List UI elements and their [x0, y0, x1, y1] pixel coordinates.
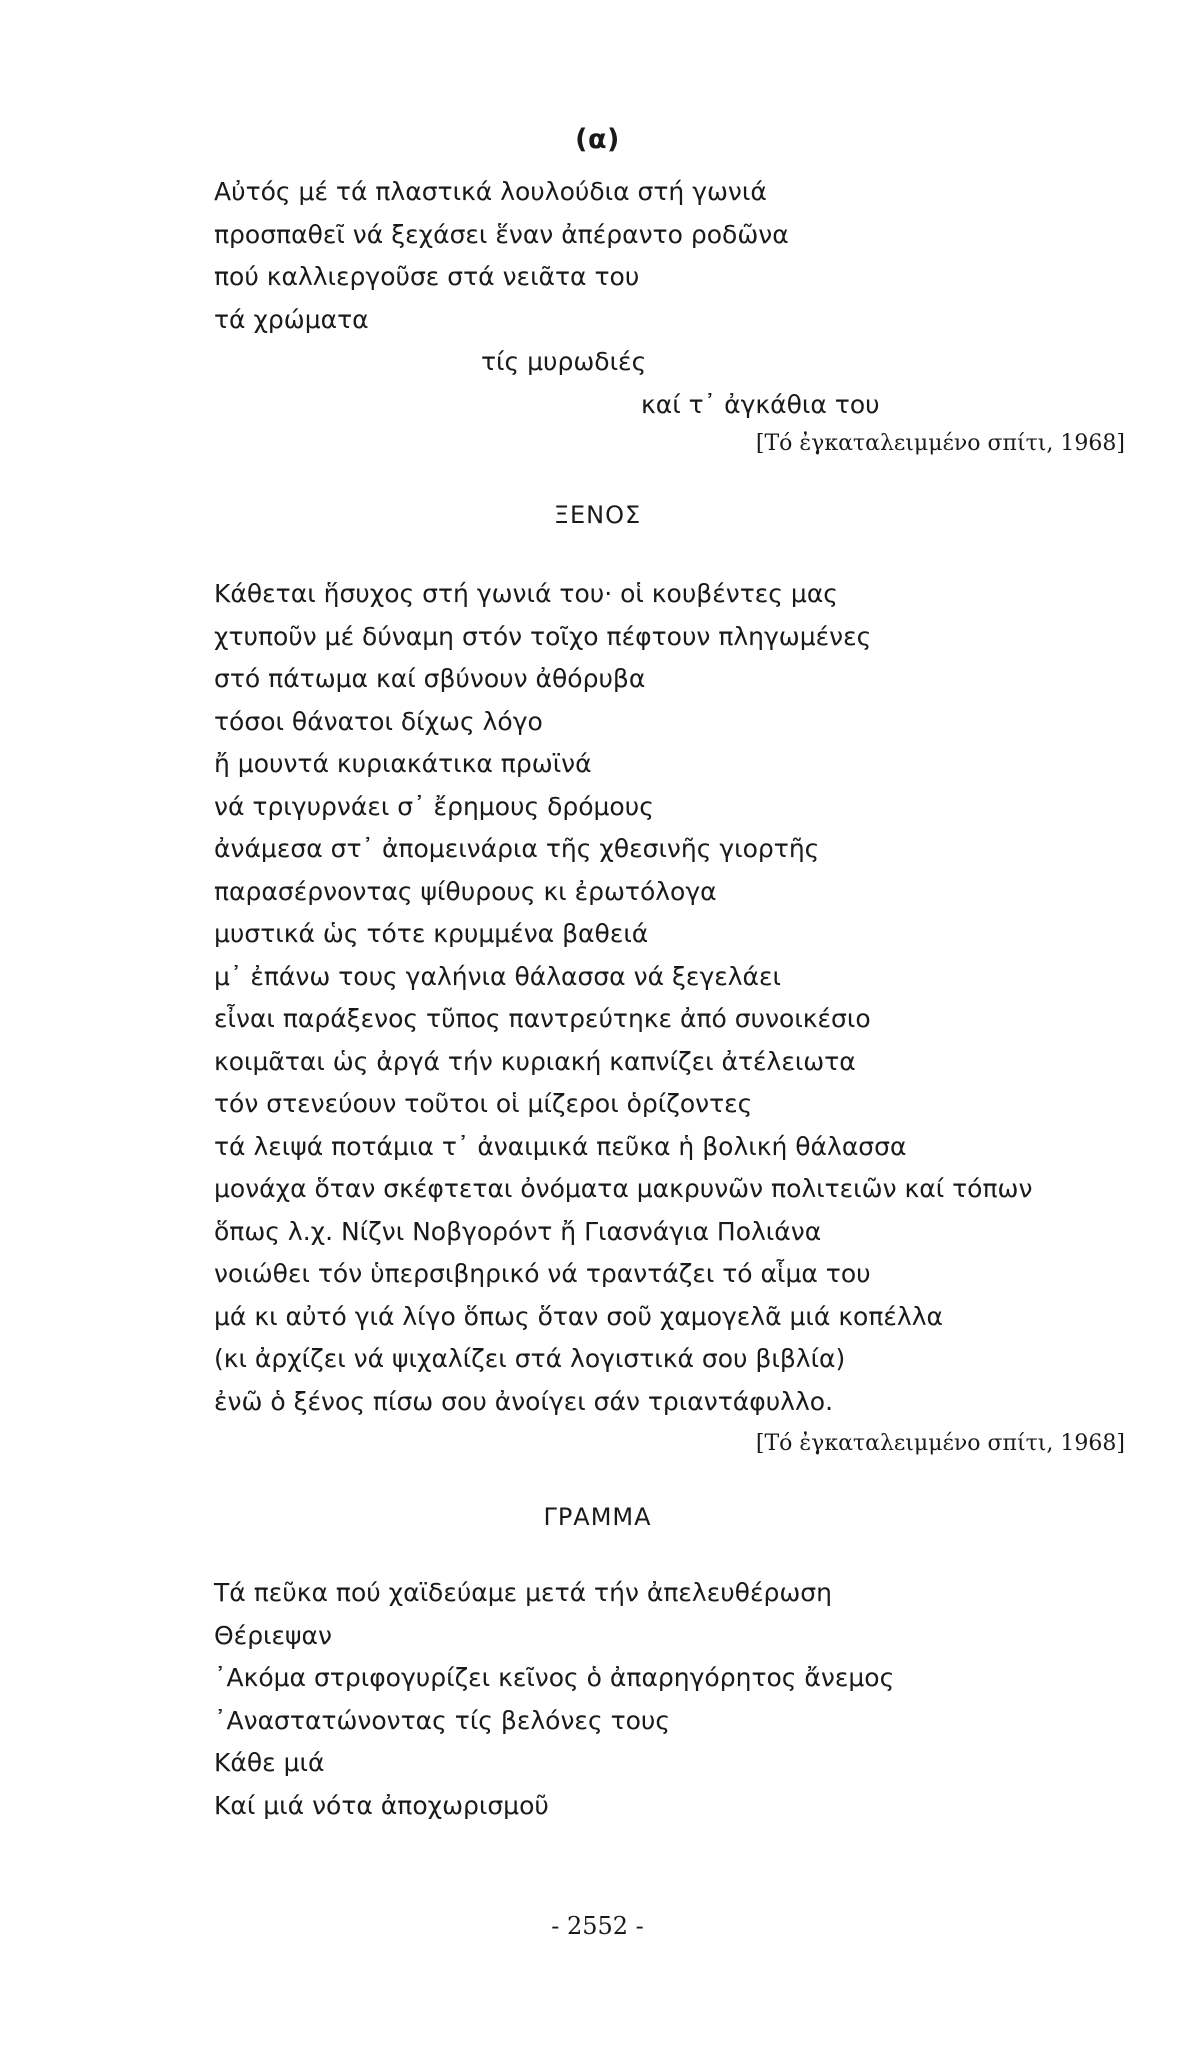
poem-line: τά χρώματα	[214, 304, 369, 334]
poem-line: ἀνάμεσα στ᾽ ἀπομεινάρια τῆς χθεσινῆς γιορτῆς	[214, 834, 820, 863]
poem-xenos	[214, 573, 1134, 1423]
poem-title-xenos: ΞΕΝΟΣ	[553, 501, 642, 529]
poem-line: στό πάτωμα καί σβύνουν ἀθόρυβα	[214, 664, 646, 693]
poem-line: προσπαθεῖ νά ξεχάσει ἕναν ἀπέραντο ροδῶνα	[214, 219, 789, 249]
poem-line: εἶναι παράξενος τῦπος παντρεύτηκε ἀπό συνοικέσιο	[214, 1004, 871, 1033]
source-citation: [Τό ἐγκαταλειμμένο σπίτι, 1968]	[755, 1431, 1125, 1456]
poem-line: χτυποῦν μέ δύναμη στόν τοῖχο πέφτουν πληγωμένες	[214, 621, 872, 651]
poem-line: καί τ᾽ ἀγκάθια του	[641, 389, 880, 419]
poem-line: νοιώθει τόν ὑπερσιβηρικό νά τραντάζει τό αἷμα του	[214, 1259, 871, 1288]
section-marker: (α)	[575, 124, 620, 155]
poem-line: πού καλλιεργοῦσε στά νειᾶτα του	[214, 262, 640, 291]
poem-line: κοιμᾶται ὡς ἀργά τήν κυριακή καπνίζει ἀτέλειωτα	[214, 1046, 856, 1076]
poem-line: Αὐτός μέ τά πλαστικά λουλούδια στή γωνιά	[214, 177, 767, 206]
poem-line: ᾿Ακόμα στριφογυρίζει κεῖνος ὁ ἀπαρηγόρητος ἄνεμος	[214, 1663, 895, 1692]
poem-line: τόσοι θάνατοι δίχως λόγο	[214, 706, 543, 736]
poem-line: μυστικά ὡς τότε κρυμμένα βαθειά	[214, 919, 649, 948]
poem-line: Θέριεψαν	[214, 1620, 332, 1650]
poem-line: μονάχα ὅταν σκέφτεται ὀνόματα μακρυνῶν πολιτειῶν καί τόπων	[214, 1174, 1033, 1203]
poem-title-gramma: ΓΡΑΜΜΑ	[543, 1503, 652, 1531]
poem-line: ὅπως λ.χ. Νίζνι Νοβγορόντ ἤ Γιασνάγια Πολιάνα	[214, 1216, 822, 1246]
poem-line: ᾿Αναστατώνοντας τίς βελόνες τους	[214, 1705, 671, 1735]
poem-line: μά κι αὐτό γιά λίγο ὅπως ὅταν σοῦ χαμογελᾶ μιά κοπέλλα	[214, 1301, 943, 1331]
poem-line: νά τριγυρνάει σ᾽ ἔρημους δρόμους	[214, 791, 654, 821]
poem-gramma	[214, 1572, 1134, 1827]
poem-line: τόν στενεύουν τοῦτοι οἱ μίζεροι ὁρίζοντες	[214, 1089, 753, 1118]
source-citation: [Τό ἐγκαταλειμμένο σπίτι, 1968]	[755, 431, 1125, 456]
poem-line: ἤ μουντά κυριακάτικα πρωϊνά	[214, 749, 592, 778]
poem-line: Καί μιά νότα ἀποχωρισμοῦ	[214, 1790, 549, 1820]
page-number: - 2552 -	[551, 1912, 644, 1940]
poem-line: Κάθε μιά	[214, 1748, 325, 1777]
poem-line: ἐνῶ ὁ ξένος πίσω σου ἀνοίγει σάν τριαντάφυλλο.	[214, 1386, 834, 1416]
poem-line: Κάθεται ἥσυχος στή γωνιά του· οἱ κουβέντες μας	[214, 579, 838, 608]
poem-line: παρασέρνοντας ψίθυρους κι ἐρωτόλογα	[214, 876, 717, 906]
poem-line: (κι ἀρχίζει νά ψιχαλίζει στά λογιστικά σου βιβλία)	[214, 1344, 846, 1373]
poem-fragment-a	[214, 171, 1134, 426]
poem-line: τίς μυρωδιές	[481, 347, 647, 376]
poem-line: τά λειψά ποτάμια τ᾽ ἀναιμικά πεῦκα ἡ βολική θάλασσα	[214, 1131, 907, 1161]
poem-line: μ᾽ ἐπάνω τους γαλήνια θάλασσα νά ξεγελάει	[214, 961, 782, 991]
poem-line: Τά πεῦκα πού χαϊδεύαμε μετά τήν ἀπελευθέρωση	[214, 1578, 832, 1607]
